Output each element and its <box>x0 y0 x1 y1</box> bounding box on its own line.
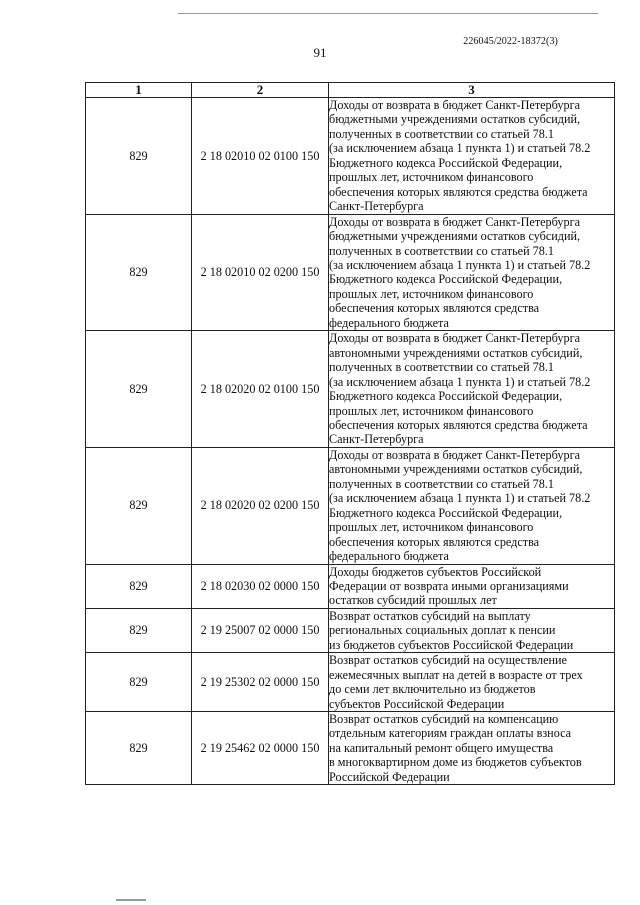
table-row <box>86 564 615 608</box>
budget-classification-code-cell: 2 18 02010 02 0100 150 <box>192 98 329 215</box>
revenue-description-cell: Доходы от возврата в бюджет Санкт-Петербурга бюджетными учреждениями остатков субсидий, полученных в соответствии со статьей 78.1 (за исключением абзаца 1 пункта 1) и статьей 78.2 Бюджетного кодекса Российской Федерации, прошлых лет, источником финансового обеспечения которых являются средства бюджета Санкт-Петербурга <box>329 98 615 215</box>
table-header-row <box>86 83 615 98</box>
admin-code-cell: 829 <box>86 98 192 215</box>
table-row <box>86 214 615 331</box>
revenue-description-cell: Доходы бюджетов субъектов Российской Федерации от возврата иными организациями остатков субсидий прошлых лет <box>329 564 615 608</box>
budget-classification-code-cell: 2 19 25302 02 0000 150 <box>192 653 329 712</box>
bottom-scan-mark <box>116 899 146 901</box>
admin-code-cell: 829 <box>86 712 192 785</box>
table-row <box>86 98 615 215</box>
budget-codes-table <box>85 82 615 785</box>
budget-classification-code-cell: 2 18 02030 02 0000 150 <box>192 564 329 608</box>
revenue-description-cell: Доходы от возврата в бюджет Санкт-Петербурга автономными учреждениями остатков субсидий, полученных в соответствии со статьей 78.1 (за исключением абзаца 1 пункта 1) и статьей 78.2 Бюджетного кодекса Российской Федерации, прошлых лет, источником финансового обеспечения которых являются средства бюджета Санкт-Петербурга <box>329 331 615 448</box>
revenue-description-cell: Возврат остатков субсидий на осуществление ежемесячных выплат на детей в возрасте от трех до семи лет включительно из бюджетов субъектов Российской Федерации <box>329 653 615 712</box>
budget-classification-code-cell: 2 19 25007 02 0000 150 <box>192 608 329 652</box>
budget-classification-code-cell: 2 19 25462 02 0000 150 <box>192 712 329 785</box>
table-row <box>86 653 615 712</box>
budget-classification-code-cell: 2 18 02010 02 0200 150 <box>192 214 329 331</box>
admin-code-cell: 829 <box>86 447 192 564</box>
column-header-1: 1 <box>86 83 192 98</box>
admin-code-cell: 829 <box>86 608 192 652</box>
revenue-description-cell: Доходы от возврата в бюджет Санкт-Петербурга бюджетными учреждениями остатков субсидий, полученных в соответствии со статьей 78.1 (за исключением абзаца 1 пункта 1) и статьей 78.2 Бюджетного кодекса Российской Федерации, прошлых лет, источником финансового обеспечения которых являются средства федерального бюджета <box>329 214 615 331</box>
table-row <box>86 608 615 652</box>
budget-classification-code-cell: 2 18 02020 02 0200 150 <box>192 447 329 564</box>
table-row <box>86 447 615 564</box>
document-number: 226045/2022-18372(3) <box>463 36 558 47</box>
page-number: 91 <box>313 45 327 60</box>
table-row <box>86 331 615 448</box>
table-row <box>86 712 615 785</box>
column-header-2: 2 <box>192 83 329 98</box>
admin-code-cell: 829 <box>86 331 192 448</box>
revenue-description-cell: Возврат остатков субсидий на компенсацию отдельным категориям граждан оплаты взноса на капитальный ремонт общего имущества в многоквартирном доме из бюджетов субъектов Российской Федерации <box>329 712 615 785</box>
admin-code-cell: 829 <box>86 653 192 712</box>
revenue-description-cell: Доходы от возврата в бюджет Санкт-Петербурга автономными учреждениями остатков субсидий, полученных в соответствии со статьей 78.1 (за исключением абзаца 1 пункта 1) и статьей 78.2 Бюджетного кодекса Российской Федерации, прошлых лет, источником финансового обеспечения которых являются средства федерального бюджета <box>329 447 615 564</box>
admin-code-cell: 829 <box>86 564 192 608</box>
admin-code-cell: 829 <box>86 214 192 331</box>
column-header-3: 3 <box>329 83 615 98</box>
revenue-description-cell: Возврат остатков субсидий на выплату региональных социальных доплат к пенсии из бюджетов субъектов Российской Федерации <box>329 608 615 652</box>
budget-classification-code-cell: 2 18 02020 02 0100 150 <box>192 331 329 448</box>
top-scan-rule <box>178 13 598 14</box>
